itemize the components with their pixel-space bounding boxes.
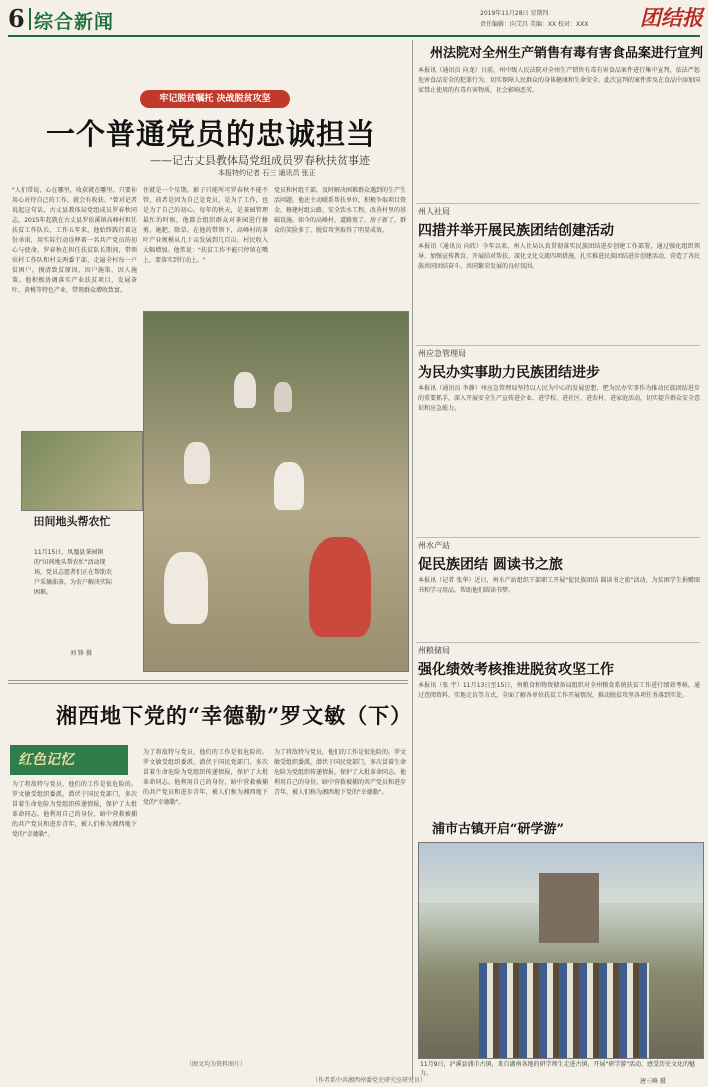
volunteer-figure: [274, 382, 292, 412]
campaign-banner: 牢记脱贫嘱托 决战脱贫攻坚: [140, 90, 290, 108]
serial-body-col1: 为了将敌特与党员，他们的工作是很危险的。罗文敏受组织委派，潜伏于国民党部门，多次冒着生命危险为党组织传递情报，保护了大批革命同志。他利用自己的身份，暗中营救被捕的共产党员和进步青年，被人们称为湘西地下党的"幸德勒"。: [12, 781, 137, 838]
newspaper-logo: 团结报: [640, 5, 703, 30]
farm-photo: [143, 311, 409, 672]
lead-body-col3: 党员和村组干部，及时解决困难群众遇到的生产生活问题。他还主动联系帮扶单位，积极争取项目资金，修建村组公路、安全饮水工程，改善村里的基础设施。如今的高峰村，道路宽了，房子新了，群众的笑脸多了，脱贫攻坚取得了明显成效。: [274, 187, 406, 234]
section-rule: [8, 680, 408, 681]
author-note: （作者系中共湘西州委党史研究室研究员）: [312, 1077, 427, 1084]
article1-headline: 州法院对全州生产销售有毒有害食品案进行宣判: [430, 46, 704, 61]
serial-body-col2: 为了将敌特与党员，他们的工作是很危险的。罗文敏受组织委派，潜伏于国民党部门，多次冒着生命危险为党组织传递情报，保护了大批革命同志。他利用自己的身份，暗中营救被捕的共产党员和进步青年，被人们称为湘西地下党的"幸德勒"。: [143, 749, 268, 806]
article-rule: [416, 537, 700, 538]
article2-body: 本报讯（通讯员 向欣）今年以来，州人社局认真贯彻落实民族团结进步创建工作部署，通过强化组织领导、加强宣传教育、开展结对帮扶、深化文化交流四项措施，扎实推进民族团结进步创建活动，营造了各民族共同团结奋斗、共同繁荣发展的良好氛围。: [418, 243, 700, 270]
column-divider: [412, 40, 413, 1080]
page-number: 6: [8, 4, 25, 33]
article2-headline: 四措并举开展民族团结创建活动: [418, 223, 614, 239]
lead-body-col2: 住就是一个星期，影子只能所可罗春秋不能不管，前者是因为自己是党员，是为了工作，也是为了自己的初心。每年的秋天，是茶园管理最忙的时候，他都会组织群众对茶园进行修剪、施肥、除草。在他的带领下，高峰村的茶叶产业规模从几十亩发展到几百亩，村民收入大幅增加。他常说："扶贫工作不能只停留在嘴上，要落实到行动上。": [143, 187, 268, 264]
article3-headline: 为民办实事助力民族团结进步: [418, 365, 600, 381]
article5-body: 本报讯（张 宇）11月13日至15日，州粮食和物资储备局组织对全州粮食系统扶贫工作进行绩效考核，通过查阅资料、实地走访等方式，全面了解各单位扶贫工作开展情况，推动脱贫攻坚各项任务落到实处。: [418, 682, 700, 699]
photo-credit: 刘 锋 摄: [70, 650, 92, 657]
photo-building: [539, 873, 599, 943]
volunteer-figure: [274, 462, 304, 510]
article4-headline: 促民族团结 圆读书之旅: [418, 557, 563, 573]
lead-photo-small: [21, 431, 143, 511]
serial-body-col3: 为了将敌特与党员，他们的工作是很危险的。罗文敏受组织委派，潜伏于国民党部门，多次冒着生命危险为党组织传递情报，保护了大批革命同志。他利用自己的身份，暗中营救被捕的共产党员和进步青年，被人们称为湘西地下党的"幸德勒"。: [274, 749, 406, 796]
photo-story-headline: 浦市古镇开启“研学游”: [432, 822, 564, 837]
section-title: 综合新闻: [34, 11, 115, 33]
lead-headline: 一个普通党员的忠诚担当: [46, 117, 377, 151]
photo-story-caption: 11月9日，泸溪县浦市古镇，来自湖南各地的研学师生走进古镇，开展"研学游"活动，感受历史文化的魅力。: [420, 1061, 695, 1077]
volunteer-figure: [164, 552, 208, 624]
section-rule: [8, 683, 408, 684]
photo-crowd: [479, 963, 649, 1058]
article3-kicker: 州应急管理局: [418, 349, 466, 358]
article1-body: 本报讯（通讯员 向龙）日前，州中级人民法院对全州生产销售有毒有害食品案件进行集中宣判，依法严惩危害食品安全的犯罪行为，切实保障人民群众的身体健康和生命安全。此次宣判的案件涉及在食品中添加国家禁止使用的有毒有害物质，社会影响恶劣。: [418, 67, 700, 94]
lead-body-col1: "人们常说，心在哪里，收获就在哪里。只要你用心对待自己的工作，就会有收获。"曾对记者说起这句话，古丈县教体局党组成员罗春秋同志，2015年起就在古丈县罗依溪镇高峰村担任扶贫工作队长，工作五年来，他始终践行着这份承诺，用实际行动诠释着一名共产党员的初心与使命。罗春秋在担任扶贫队长期间，带领驻村工作队和村支两委干部，走遍全村每一户贫困户，摸清致贫原因，因户施策，因人施策。他积极协调落实产业扶贫项目，发展茶叶、黄桃等特色产业，带领群众增收致富。: [12, 187, 137, 294]
article3-body: 本报讯（通讯员 李静）州应急管理局坚持以人民为中心的发展思想，把为民办实事作为推动民族团结进步的重要抓手，深入开展安全生产宣传进企业、进学校、进社区、进农村、进家庭活动，切实提升群众安全意识和应急能力。: [418, 385, 700, 412]
volunteer-figure: [309, 537, 371, 637]
footer-note: （图文均为资料图片）: [186, 1061, 247, 1068]
article2-kicker: 州人社局: [418, 207, 450, 216]
article4-kicker: 州水产站: [418, 541, 450, 550]
article-rule: [416, 203, 700, 204]
serial-headline: 湘西地下党的“幸德勒”罗文敏（下）: [56, 703, 413, 728]
editor-line: 责任编辑：向艾昌 美编：XX 校对：XXX: [480, 21, 589, 28]
study-tour-photo: [418, 842, 704, 1059]
photo-caption-title: 田间地头帮农忙: [33, 515, 111, 528]
photo-story-credit: 唐三峰 摄: [640, 1078, 666, 1085]
photo-caption-text: 11月15日，凤凰县茶园镇的"田间地头帮农忙"活动现场，党员志愿者们正在帮助农户采摘油茶，为农户解决实际困难。: [34, 549, 113, 596]
article-rule: [416, 345, 700, 346]
volunteer-figure: [234, 372, 256, 408]
volunteer-figure: [184, 442, 210, 484]
masthead-divider: [29, 8, 31, 30]
article5-headline: 强化绩效考核推进脱贫攻坚工作: [418, 662, 614, 678]
lead-subheadline: ——记古丈县教体局党组成员罗春秋扶贫事迹: [150, 154, 370, 167]
lead-byline: 本报特约记者 石三 通讯员 张正: [218, 169, 316, 177]
article5-kicker: 州粮储局: [418, 646, 450, 655]
article4-body: 本报讯（记者 张华）近日，州水产站组织干部职工开展"促民族团结 圆读书之旅"活动，为贫困学生捐赠图书和学习用品，帮助他们圆读书梦。: [418, 577, 700, 594]
article-rule: [416, 642, 700, 643]
red-memory-label: 红色记忆: [18, 752, 74, 768]
masthead-rule: [8, 35, 700, 37]
date-line: 2019年11月28日 星期四: [480, 10, 549, 17]
